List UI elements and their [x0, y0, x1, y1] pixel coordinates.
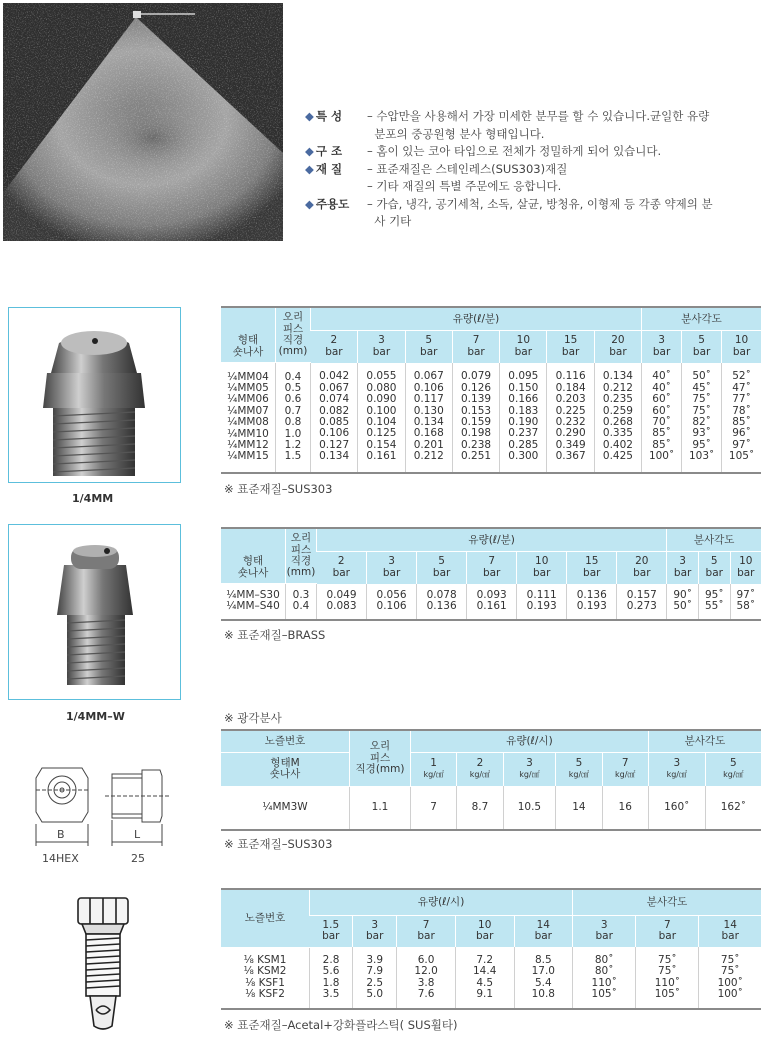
dim-hex-label: 14HEX: [42, 852, 79, 865]
pressure-col: 20 bar: [617, 552, 667, 584]
feature-item: ◆ 구 조 – 홈이 있는 코아 타입으로 전체가 정밀하게 되어 있습니다.: [305, 144, 662, 158]
header-flow: 유량(ℓ/분): [317, 528, 667, 552]
flow-col: 0.056 0.106: [367, 584, 417, 620]
pressure-col: 2 bar: [332, 555, 350, 579]
model-col: ¼MM04 ¼MM05 ¼MM06 ¼MM07 ¼MM08 ¼MM10 ¼MM12 ¼MM15: [227, 370, 269, 463]
pressure-col: 10 bar: [722, 331, 761, 363]
dim-b-label: B: [57, 828, 65, 841]
pressure-col: 3 kg/㎠: [648, 752, 705, 786]
pressure-col: 2 kg/㎠: [457, 752, 503, 786]
angle-col: 50˚ 45˚ 75˚ 75˚ 82˚ 93˚ 95˚ 103˚: [682, 363, 722, 473]
flow-cell: 8.7: [457, 786, 503, 830]
product-image-1-4mm-w: [8, 524, 181, 700]
header-flow: 유량(ℓ/분): [311, 307, 642, 331]
dim-l-label: L: [134, 828, 141, 841]
flow-col: 0.134 0.212 0.235 0.259 0.268 0.335 0.402 0.425: [594, 363, 641, 473]
pressure-col: 10 bar: [517, 552, 567, 584]
caption-1-4mm: 1/4MM: [72, 492, 114, 505]
header-type: 형태 숏나사: [221, 528, 286, 584]
wide-angle-title: ※ 광각분사: [224, 711, 282, 725]
header-angle: 분사각도: [648, 730, 761, 752]
flow-col: 0.055 0.080 0.090 0.100 0.104 0.125 0.154 0.161: [358, 363, 405, 473]
flow-col: 0.116 0.184 0.203 0.225 0.232 0.290 0.349 0.367: [547, 363, 594, 473]
pressure-col: 5 bar: [405, 331, 452, 363]
pressure-col: 7 bar: [397, 915, 456, 947]
angle-col: 80˚ 80˚ 110˚ 105˚: [573, 947, 636, 1009]
header-orifice: 오리 피스 직경(mm): [350, 730, 411, 786]
pressure-col: 20 bar: [594, 331, 641, 363]
spec-table-1-4mm: [221, 306, 761, 474]
orifice-cell: 1.1: [350, 786, 411, 830]
header-type: 형태 숏나사: [221, 307, 276, 363]
pressure-col: 15 bar: [547, 331, 594, 363]
flow-cell: 7: [411, 786, 457, 830]
dim-length-label: 25: [131, 852, 145, 865]
flow-cell: 16: [602, 786, 648, 830]
pressure-col: 2 bar: [325, 334, 343, 358]
pressure-col: 3 bar: [353, 915, 397, 947]
caption-1-4mm-w: 1/4MM–W: [66, 710, 125, 723]
dimension-drawing: [30, 760, 190, 870]
pressure-col: 1 kg/㎠: [411, 752, 457, 786]
header-nozzle: 노즐번호: [221, 730, 350, 752]
header-flow: 유량(ℓ/시): [310, 889, 573, 915]
spec-table-1-4mm-s: [221, 527, 761, 621]
flow-col: 3.9 7.9 2.5 5.0: [353, 947, 397, 1009]
flow-col: 0.079 0.126 0.139 0.153 0.159 0.198 0.238 0.251: [452, 363, 499, 473]
material-note-1: ※ 표준재질–SUS303: [224, 482, 333, 496]
spec-table-wide-angle: [221, 729, 761, 831]
pressure-col: 5 bar: [417, 552, 467, 584]
model-cell: ¼MM3W: [262, 801, 308, 813]
pressure-col: 3 bar: [358, 331, 405, 363]
pressure-col: 7 bar: [452, 331, 499, 363]
pressure-col: 5 kg/㎠: [705, 752, 761, 786]
material-note-4: ※ 표준재질–Acetal+강화플라스틱( SUS휠타): [224, 1018, 458, 1032]
flow-col: 0.111 0.193: [517, 584, 567, 620]
flow-col: 0.095 0.150 0.166 0.183 0.190 0.237 0.285 0.300: [500, 363, 547, 473]
pressure-col: 15 bar: [567, 552, 617, 584]
angle-col: 90˚ 50˚: [667, 584, 699, 620]
header-angle: 분사각도: [642, 307, 761, 331]
flow-col: 6.0 12.0 3.8 7.6: [397, 947, 456, 1009]
angle-col: 75˚ 75˚ 110˚ 105˚: [636, 947, 699, 1009]
flow-col: 2.8 5.6 1.8 3.5: [310, 947, 353, 1009]
flow-cell: 14: [556, 786, 602, 830]
flow-col: 7.2 14.4 4.5 9.1: [455, 947, 514, 1009]
flow-col: 0.157 0.273: [617, 584, 667, 620]
flow-col: 8.5 17.0 5.4 10.8: [514, 947, 573, 1009]
header-nozzle: 노즐번호: [221, 889, 310, 947]
header-orifice: 오리 피스 직경 (mm): [286, 528, 317, 584]
pressure-col: 5 bar: [682, 331, 722, 363]
pressure-col: 14 bar: [699, 915, 761, 947]
orifice-col: 0.4 0.5 0.6 0.7 0.8 1.0 1.2 1.5: [276, 363, 311, 473]
product-image-1-4mm: [8, 307, 181, 483]
angle-col: 95˚ 55˚: [698, 584, 730, 620]
angle-cell: 162˚: [705, 786, 761, 830]
pressure-col: 3 bar: [667, 552, 699, 584]
header-angle: 분사각도: [573, 889, 761, 915]
pressure-col: 3 bar: [573, 915, 636, 947]
pressure-col: 3 bar: [642, 331, 682, 363]
pressure-col: 1.5 bar: [322, 918, 340, 943]
material-note-3: ※ 표준재질–SUS303: [224, 837, 333, 851]
flow-col: 0.049 0.083: [317, 584, 367, 620]
angle-col: 75˚ 75˚ 100˚ 100˚: [699, 947, 761, 1009]
pressure-col: 3 bar: [367, 552, 417, 584]
pressure-col: 10 bar: [730, 552, 761, 584]
pressure-col: 10 bar: [455, 915, 514, 947]
pressure-col: 3 kg/㎠: [503, 752, 556, 786]
model-col: ¼MM–S30 ¼MM–S40: [226, 588, 280, 613]
flow-col: 0.136 0.193: [567, 584, 617, 620]
pressure-col: 7 bar: [636, 915, 699, 947]
product-image-ks: [68, 890, 138, 1035]
header-angle: 분사각도: [667, 528, 761, 552]
feature-list: [305, 108, 755, 231]
flow-col: 0.042 0.067 0.074 0.082 0.085 0.106 0.127 0.134: [311, 363, 358, 473]
header-type: 형태M 숏나사: [269, 756, 301, 781]
pressure-col: 7 kg/㎠: [602, 752, 648, 786]
flow-cell: 10.5: [503, 786, 556, 830]
orifice-col: 0.3 0.4: [286, 584, 317, 620]
pressure-col: 5 bar: [698, 552, 730, 584]
feature-item: ◆ 특 성 – 수압만을 사용해서 가장 미세한 분무를 할 수 있습니다.균일한 유량 분포의 중공원형 분사 형태입니다.: [305, 109, 710, 141]
model-col: ⅛ KSM1 ⅛ KSM2 ⅛ KSF1 ⅛ KSF2: [243, 953, 287, 1001]
header-flow: 유량(ℓ/시): [411, 730, 649, 752]
pressure-col: 14 bar: [514, 915, 573, 947]
spray-photo: [3, 3, 283, 241]
spec-table-ks: [221, 888, 761, 1010]
flow-col: 0.093 0.161: [467, 584, 517, 620]
feature-item: ◆ 주용도 – 가습, 냉각, 공기세척, 소독, 살균, 방청유, 이형제 등 각종 약제의 분 사 기타: [305, 196, 713, 228]
pressure-col: 10 bar: [500, 331, 547, 363]
header-orifice: 오리 피스 직경 (mm): [276, 307, 311, 363]
flow-col: 0.078 0.136: [417, 584, 467, 620]
pressure-col: 7 bar: [467, 552, 517, 584]
flow-col: 0.067 0.106 0.117 0.130 0.134 0.168 0.201 0.212: [405, 363, 452, 473]
pressure-col: 5 kg/㎠: [556, 752, 602, 786]
material-note-2: ※ 표준재질–BRASS: [224, 628, 326, 642]
angle-col: 52˚ 47˚ 77˚ 78˚ 85˚ 96˚ 97˚ 105˚: [722, 363, 761, 473]
angle-col: 40˚ 40˚ 60˚ 60˚ 70˚ 85˚ 85˚ 100˚: [642, 363, 682, 473]
angle-col: 97˚ 58˚: [730, 584, 761, 620]
angle-cell: 160˚: [648, 786, 705, 830]
feature-item: ◆ 재 질 – 표준재질은 스테인레스(SUS303)재질 – 기타 재질의 특별 주문에도 응합니다.: [305, 161, 568, 193]
